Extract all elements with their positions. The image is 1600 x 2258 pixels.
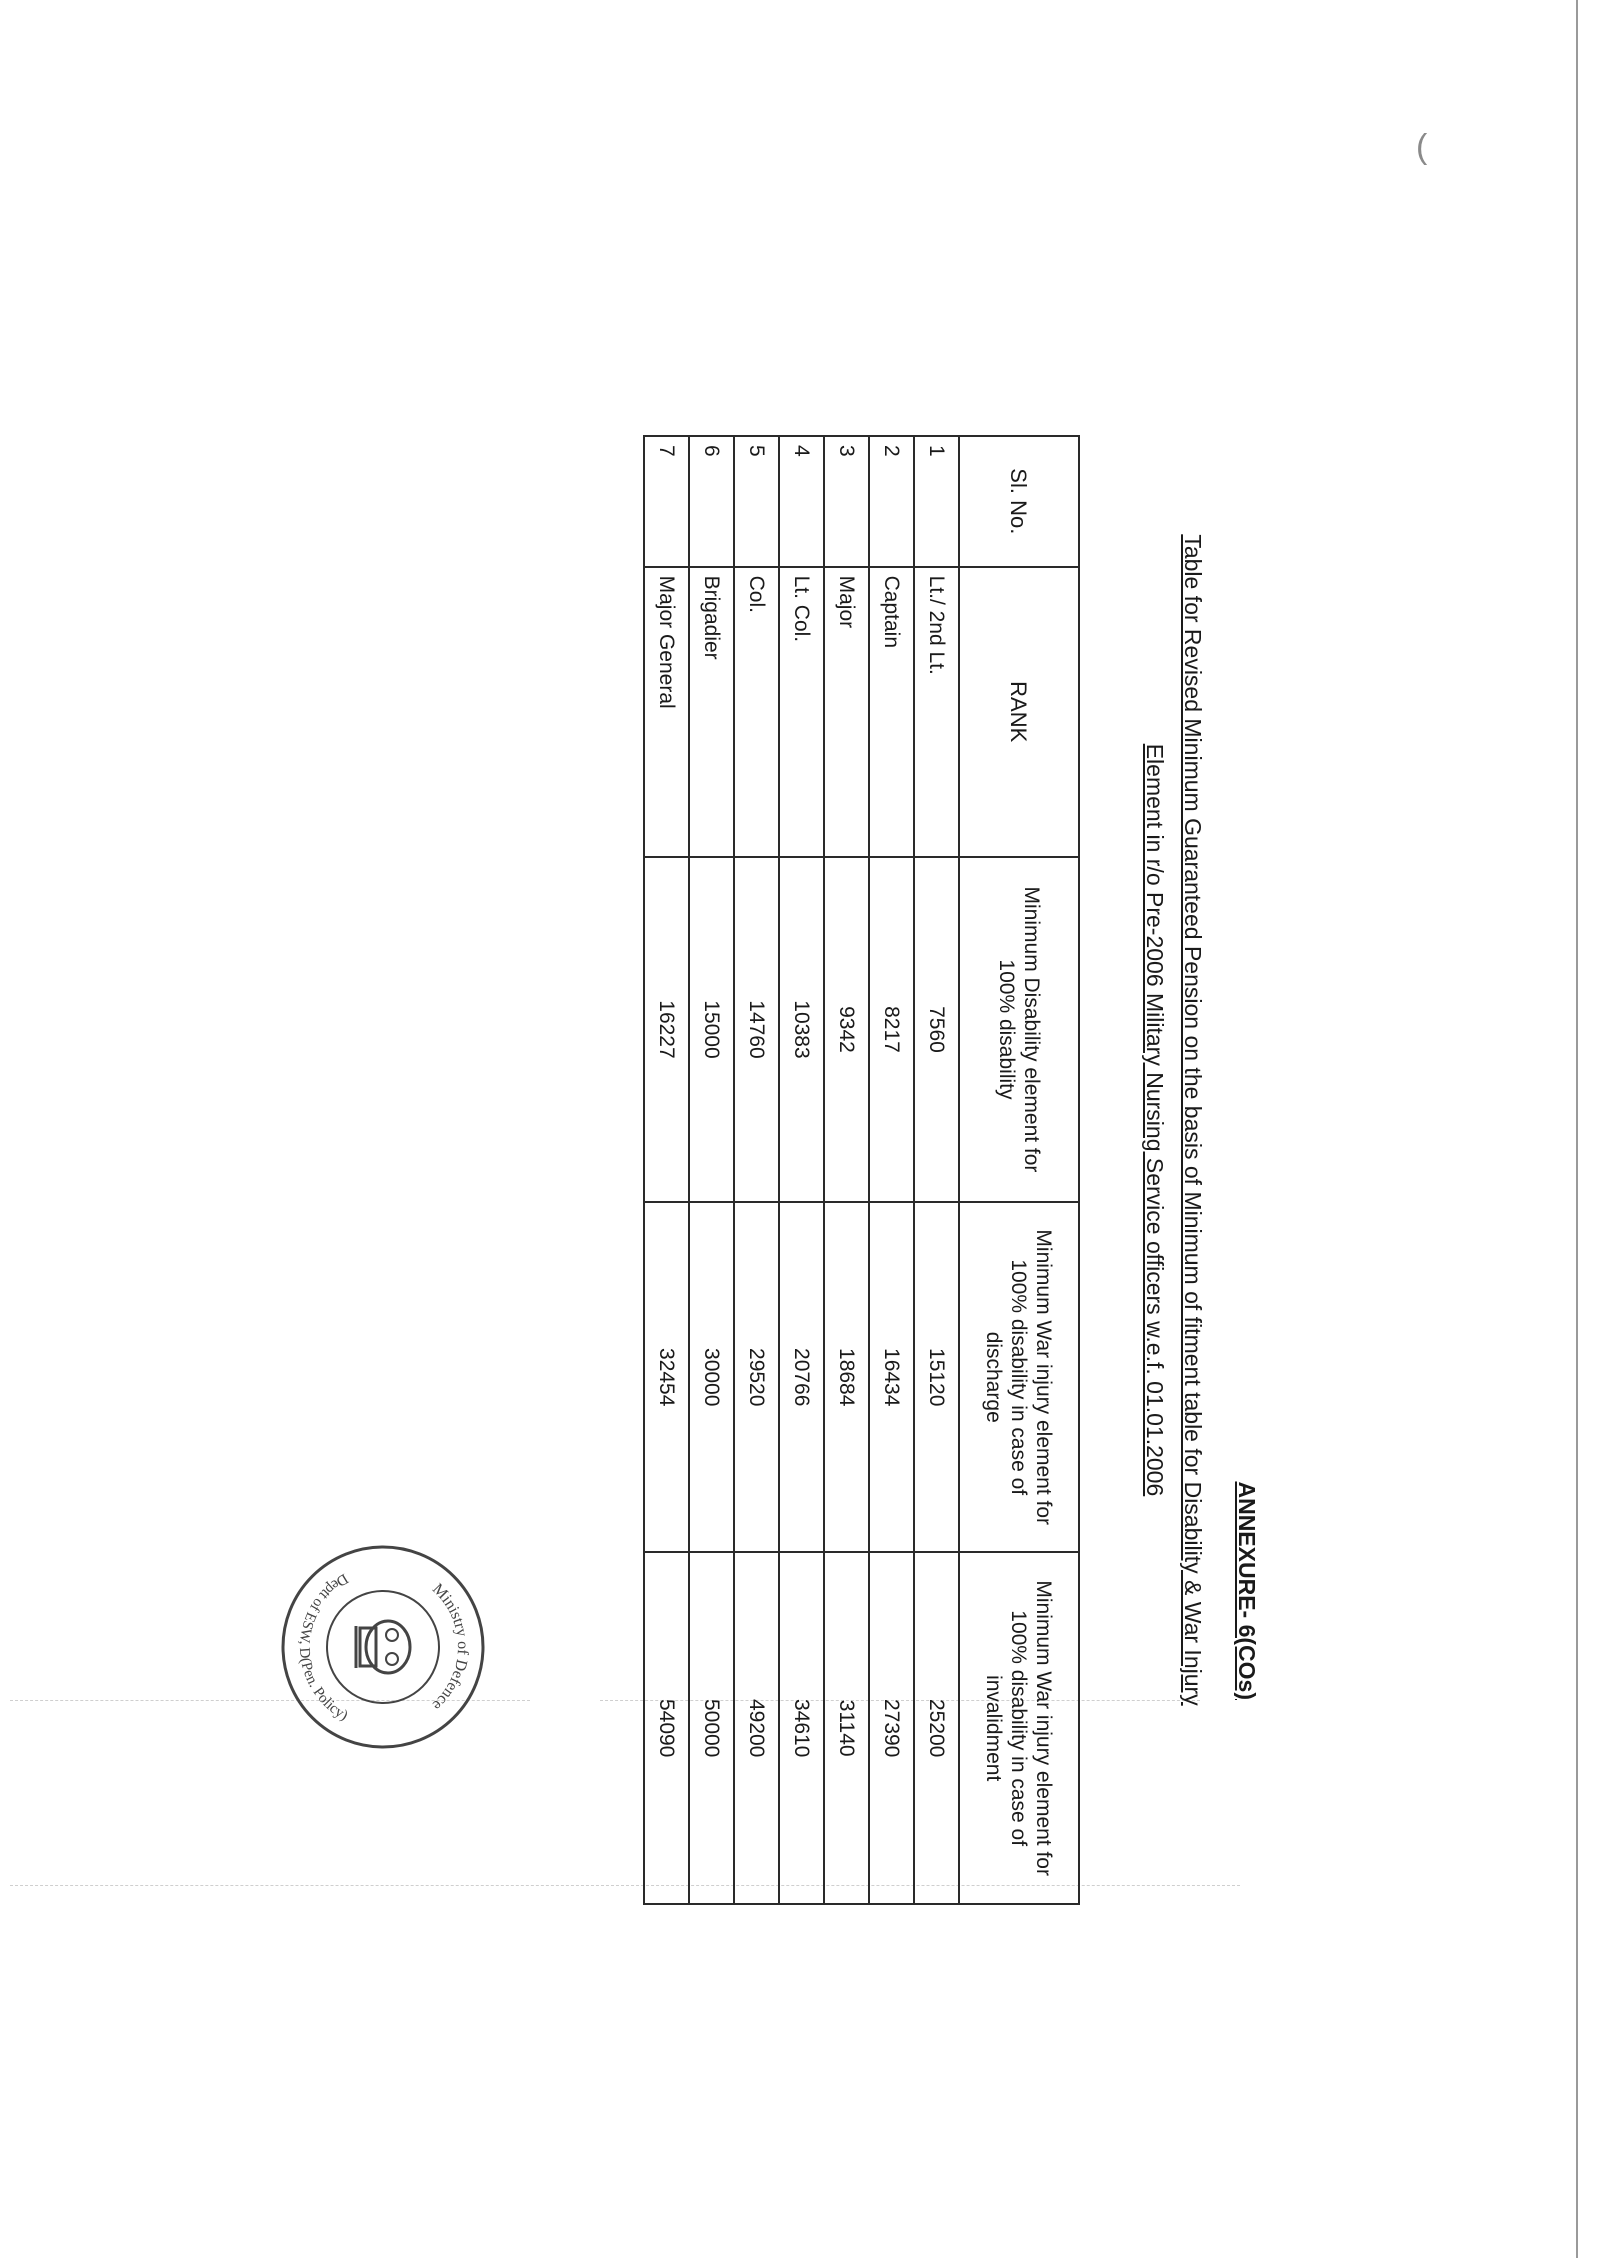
table-row: [824, 436, 869, 1904]
document-title: [1136, 370, 1212, 1870]
cell-min-disability: 7560: [914, 857, 959, 1202]
cell-war-invalidment: 25200: [914, 1552, 959, 1904]
cell-war-invalidment: 54090: [644, 1552, 689, 1904]
cell-sl-no: 5: [734, 436, 779, 567]
emblem-icon: [356, 1621, 410, 1673]
cell-rank: Major: [824, 567, 869, 857]
cell-sl-no: 1: [914, 436, 959, 567]
cell-sl-no: 6: [689, 436, 734, 567]
pension-table: [643, 435, 1080, 1905]
cell-rank: Lt. Col.: [779, 567, 824, 857]
table-row: [869, 436, 914, 1904]
cell-war-discharge: 32454: [644, 1202, 689, 1552]
header-min-disability: Minimum Disability element for 100% disability: [959, 857, 1079, 1202]
table-row: [734, 436, 779, 1904]
table-row: [689, 436, 734, 1904]
cell-war-discharge: 16434: [869, 1202, 914, 1552]
cell-rank: Lt./ 2nd Lt.: [914, 567, 959, 857]
cell-min-disability: 14760: [734, 857, 779, 1202]
cell-war-invalidment: 50000: [689, 1552, 734, 1904]
seal-text-top: Ministry of Defence: [428, 1580, 472, 1714]
page-edge-line: [1576, 0, 1578, 2258]
cell-rank: Col.: [734, 567, 779, 857]
annexure-label: ANNEXURE- 6(COs): [1234, 1481, 1260, 1700]
table-header-row: [959, 436, 1079, 1904]
cell-rank: Major General: [644, 567, 689, 857]
cell-war-discharge: 15120: [914, 1202, 959, 1552]
cell-war-discharge: 20766: [779, 1202, 824, 1552]
cell-sl-no: 4: [779, 436, 824, 567]
rotated-document-sheet: [480, 370, 1260, 1876]
cell-min-disability: 9342: [824, 857, 869, 1202]
cell-war-invalidment: 31140: [824, 1552, 869, 1904]
cell-war-invalidment: 34610: [779, 1552, 824, 1904]
cell-sl-no: 3: [824, 436, 869, 567]
header-rank: RANK: [959, 567, 1079, 857]
table-row: [779, 436, 824, 1904]
header-sl-no: Sl. No.: [959, 436, 1079, 567]
cell-rank: Captain: [869, 567, 914, 857]
cell-min-disability: 15000: [689, 857, 734, 1202]
official-seal-stamp: [278, 1542, 488, 1752]
cell-sl-no: 7: [644, 436, 689, 567]
cell-war-discharge: 18684: [824, 1202, 869, 1552]
cell-rank: Brigadier: [689, 567, 734, 857]
cell-war-discharge: 30000: [689, 1202, 734, 1552]
cell-war-invalidment: 49200: [734, 1552, 779, 1904]
cell-war-invalidment: 27390: [869, 1552, 914, 1904]
cell-war-discharge: 29520: [734, 1202, 779, 1552]
header-war-discharge: Minimum War injury element for 100% disability in case of discharge: [959, 1202, 1079, 1552]
table-row: [914, 436, 959, 1904]
cell-min-disability: 10383: [779, 857, 824, 1202]
cell-min-disability: 8217: [869, 857, 914, 1202]
table-row: [644, 436, 689, 1904]
title-line-1: Table for Revised Minimum Guaranteed Pension on the basis of Minimum of fitment table for Disability & War Injury: [1180, 534, 1206, 1706]
cell-min-disability: 16227: [644, 857, 689, 1202]
header-war-invalidment: Minimum War injury element for 100% disability in case of invalidment: [959, 1552, 1079, 1904]
scan-mark: (: [1416, 128, 1428, 166]
cell-sl-no: 2: [869, 436, 914, 567]
seal-text-bottom: Deptt of ESW, D(Pen. Policy): [295, 1569, 351, 1725]
title-line-2: Element in r/o Pre-2006 Military Nursing Service officers w.e.f. 01.01.2006: [1142, 743, 1168, 1497]
